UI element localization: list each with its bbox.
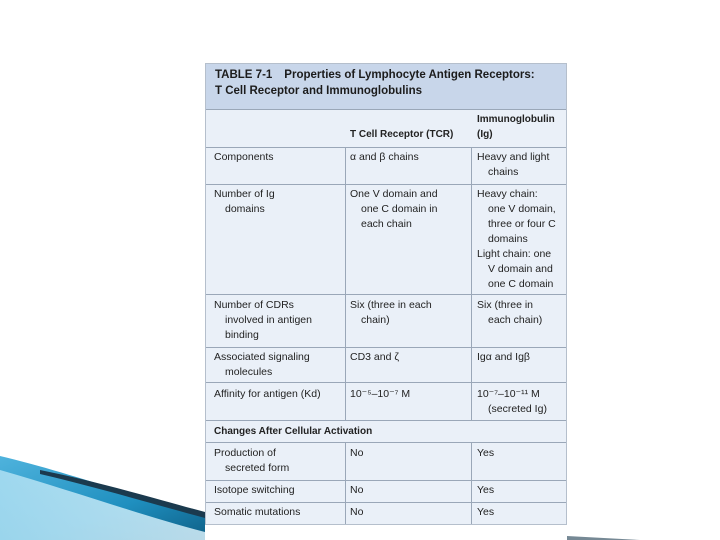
row-affinity-tcr: 10⁻⁵–10⁻⁷ M [350,388,411,400]
table-title [206,64,566,109]
rule-line [206,294,566,295]
table-title-line1: Properties of Lymphocyte Antigen Receptors: [284,69,535,81]
column-header-tcr: T Cell Receptor (TCR) [350,129,454,140]
rule-line [206,420,566,421]
column-divider [345,147,346,420]
row-components-label: Components [214,151,274,163]
rule-line [206,147,566,148]
column-divider [471,442,472,524]
column-divider [345,442,346,524]
rule-line [206,382,566,383]
row-cdrs-label: Number of CDRs involved in antigen binding [214,299,312,341]
column-header-ig: Immunoglobulin (Ig) [477,114,555,140]
rule-line [206,109,566,110]
row-ig-domains-tcr: One V domain and one C domain in each chain [350,188,438,230]
row-ig-domains-ig: Heavy chain: one V domain, three or four C domains Light chain: one V domain and one C domain [477,188,556,290]
row-somatic-mutations-tcr: No [350,506,364,518]
table-number: TABLE 7-1 [215,69,273,81]
column-divider [471,147,472,420]
row-secreted-form-label: Production of secreted form [214,447,290,474]
row-secreted-form-tcr: No [350,447,364,459]
rule-line [206,347,566,348]
rule-line [206,184,566,185]
row-isotope-switching-label: Isotope switching [214,484,295,496]
section-heading-activation: Changes After Cellular Activation [214,426,373,437]
row-signaling-label: Associated signaling molecules [214,351,310,378]
row-ig-domains-label: Number of Ig domains [214,188,275,215]
row-secreted-form-ig: Yes [477,447,495,459]
row-somatic-mutations-label: Somatic mutations [214,506,301,518]
row-isotope-switching-tcr: No [350,484,364,496]
row-signaling-tcr: CD3 and ζ [350,351,399,363]
row-affinity-label: Affinity for antigen (Kd) [214,388,321,400]
row-components-tcr: α and β chains [350,151,419,163]
rule-line [206,502,566,503]
row-affinity-ig: 10⁻⁷–10⁻¹¹ M (secreted Ig) [477,388,547,415]
rule-line [206,480,566,481]
row-signaling-ig: Igα and Igβ [477,351,530,363]
row-components-ig: Heavy and light chains [477,151,550,178]
row-somatic-mutations-ig: Yes [477,506,495,518]
table-title-line2: T Cell Receptor and Immunoglobulins [215,85,423,97]
receptor-properties-table [205,63,567,525]
row-cdrs-tcr: Six (three in each chain) [350,299,432,326]
row-isotope-switching-ig: Yes [477,484,495,496]
row-cdrs-ig: Six (three in each chain) [477,299,543,326]
rule-line [206,442,566,443]
